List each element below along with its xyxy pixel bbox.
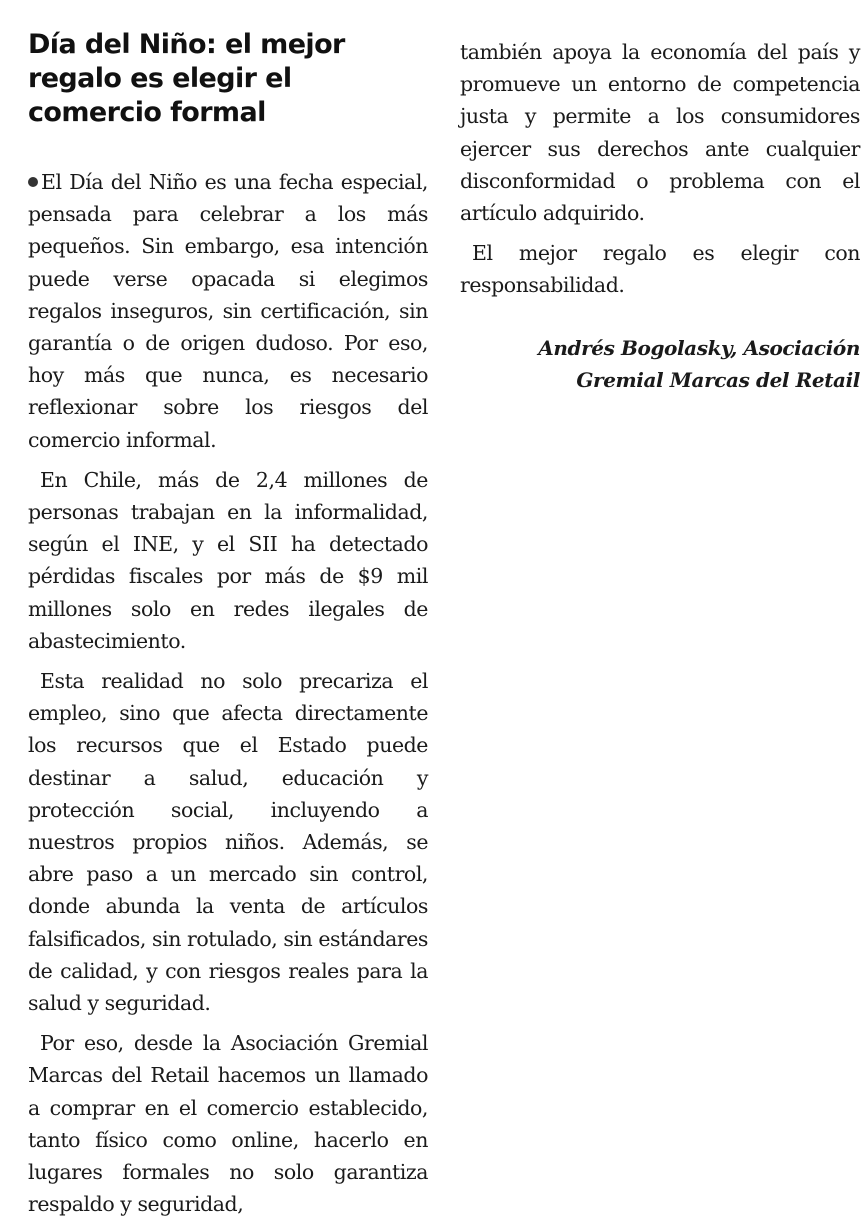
author-name: Andrés Bogolasky, Asociación: [538, 335, 860, 360]
left-column: [28, 28, 428, 1229]
paragraph-text: El Día del Niño es una fecha especial, pensada para celebrar a los más pequeños. Sin embargo, esa intención puede verse opacada si elegimos regalos inseguros, sin certificación, sin garantía o de origen dudoso. Por eso, hoy más que nunca, es necesario reflexionar sobre los riesgos del comercio informal.: [28, 170, 428, 452]
article-paragraph-closing: El mejor regalo es elegir con responsabilidad.: [460, 241, 860, 298]
article-paragraph: Por eso, desde la Asociación Gremial Marcas del Retail hacemos un llamado a comprar en el comercio establecido, tanto físico como online, hacerlo en lugares formales no solo garantiza respaldo y seguridad,: [28, 1031, 428, 1217]
author-signature: [460, 332, 860, 396]
right-column: [460, 36, 860, 396]
article-headline: Día del Niño: el mejor regalo es elegir el comercio formal: [28, 29, 345, 128]
article-paragraph: Esta realidad no solo precariza el empleo, sino que afecta directamente los recursos que el Estado puede destinar a salud, educación y protección social, incluyendo a nuestros propios niños. Además, se abre paso a un mercado sin control, donde abunda la venta de artículos falsificados, sin rotulado, sin estándares de calidad, y con riesgos reales para la salud y seguridad.: [28, 669, 428, 1016]
article-paragraph: [28, 166, 428, 456]
article-paragraph: En Chile, más de 2,4 millones de personas trabajan en la informalidad, según el INE, y el SII ha detectado pérdidas fiscales por más de $9 mil millones solo en redes ilegales de abastecimiento.: [28, 467, 428, 653]
article-paragraph-continued: también apoya la economía del país y promueve un entorno de competencia justa y permite a los consumidores ejercer sus derechos ante cualquier disconformidad o problema con el artículo adquirido.: [460, 40, 860, 226]
author-organization: Gremial Marcas del Retail: [576, 367, 860, 392]
bullet-dot-icon: [28, 177, 38, 187]
